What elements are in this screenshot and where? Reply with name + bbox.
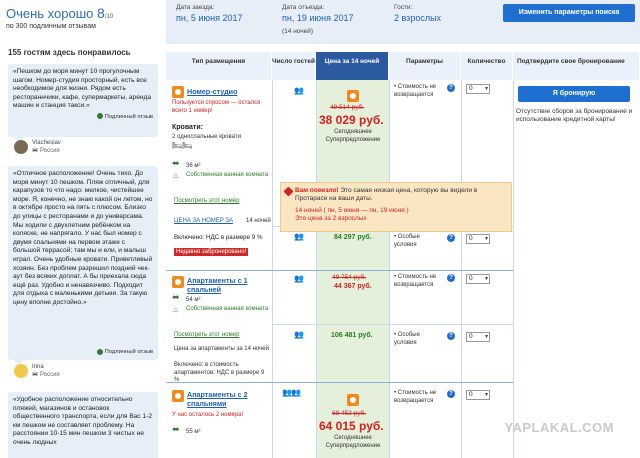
help-icon[interactable]: ? — [447, 84, 455, 92]
beds-value: 2 односпальные кровати — [172, 134, 241, 140]
russia-flag-icon — [32, 148, 38, 152]
guests-icon: 👥👥 — [282, 388, 300, 397]
verified-badge: Подлинный отзыв — [97, 348, 153, 357]
room-price: 84 297 руб. — [334, 234, 372, 241]
guests-icon: 👥 — [294, 274, 303, 283]
review-card — [8, 392, 158, 458]
guests-icon: 👥 — [294, 86, 303, 95]
checkin-value: пн, 5 июня 2017 — [176, 13, 243, 23]
tag-icon — [284, 187, 294, 197]
refund-policy: • Стоимость не возвращается — [394, 390, 437, 404]
old-price: 49 514 руб. — [330, 104, 365, 111]
header-guests: Число гостей — [272, 52, 316, 80]
review-text: «Пешком до моря минут 10 прогулочным шагом. Номер-студия просторный, есть все необходимое для жизни. Рядом есть рестораннчики, кафе, супермаркеты, аренда машин и станция такси.» — [13, 68, 152, 110]
score-title — [6, 5, 156, 21]
vat-note: Включено: в стоимость апартаментов: НДС в размере 9 % — [174, 362, 265, 383]
verified-icon — [97, 113, 103, 119]
review-text: «Отличное расположение! Очень тихо. До моря минут 10 пешком. Пляж отличный, для карапузов то что надо: мелкое, чистейшее море. Я, конечно, не знаю какой он летом, но в октябре просто на пять с плюсом. Близко до улицы с ресторанами и до универсама. Мы ходили с двухлетним ребёнком на коляске, не напрягало. У нас был номер с двумя спальнями на первом этаже с большой террасой; там мы и ели, и малыш играл. Очень удобные кровати. Приветливый хозяин. Без проблем разрешил поздний чек-аут без всяких доплат. А бы приехала сюда ещё раз. Удобно и ненавязчиво. Подходит для отдыха с маленькими детьми. За такую цену вполне достойно.» — [13, 170, 153, 306]
search-summary-bar — [166, 0, 640, 44]
room-area: 55 м² — [186, 429, 201, 435]
special-terms: • Особые условия — [394, 234, 420, 248]
old-price: 49 754 руб. — [332, 274, 367, 281]
nights-count: (14 ночей) — [282, 28, 314, 35]
score-value: 8 — [97, 5, 105, 21]
header-room-type: Тип размещения — [166, 52, 272, 80]
guests-icon: 👥 — [294, 330, 303, 339]
checkin-label: Дата заезда: — [176, 4, 215, 11]
book-button[interactable]: Я бронирую — [518, 86, 630, 102]
review-text: «Удобное расположение относительно пляжей, магазинов и остановок общественного транспорта, если для Вас 1-2 км пешком не составляет проблему. На расстоянии 10-15 мин пешком 3 чистых не очень людных — [13, 396, 153, 446]
room-name-link[interactable]: Апартаменты с 1 спальней — [187, 276, 248, 294]
change-search-button[interactable]: Изменить параметры поиска — [503, 4, 635, 22]
tooltip-guests: Это цена за 2 взрослых — [295, 214, 367, 222]
old-price: 68 452 руб. — [332, 410, 367, 417]
per-room-nights: 14 ночей — [246, 218, 271, 224]
score-block — [6, 5, 156, 30]
tooltip-dates: 14 ночей ( пн, 5 июня — пн, 19 июня ) — [295, 206, 409, 214]
verified-badge: Подлинный отзыв — [13, 113, 153, 122]
author-country: Россия — [32, 372, 60, 378]
guests-icon: 👥 — [294, 232, 303, 241]
help-icon[interactable]: ? — [447, 332, 455, 340]
deal-icon — [172, 86, 184, 98]
header-params: Параметры — [389, 52, 461, 80]
booking-note: Отсутствие сборов за бронирование и использование кредитной карты! — [516, 108, 633, 124]
per-room-link[interactable]: ЦЕНА ЗА НОМЕР ЗА — [174, 218, 234, 224]
deal-icon — [172, 390, 184, 402]
row-divider — [166, 270, 513, 271]
deal-icon — [347, 394, 359, 406]
review-card — [8, 64, 158, 137]
verified-icon — [97, 349, 103, 355]
author-name: Irina — [32, 364, 44, 370]
review-card — [8, 166, 158, 360]
tooltip-text: Вам повезло! Это самая низкая цена, которую вы видели в Протарасе на ваши даты. — [295, 187, 478, 203]
today-deal: Сегодняшнее Суперпредложение — [325, 435, 381, 449]
header-price: Цена за 14 ночей — [316, 52, 389, 80]
reviews-sidebar — [0, 0, 162, 458]
vat-note: Включено: НДС в размере 9 % — [174, 234, 263, 241]
view-room-link[interactable]: Посмотреть этот номер — [174, 332, 240, 338]
room-price: 44 367 руб. — [334, 283, 372, 290]
row-divider — [272, 324, 513, 325]
divider — [272, 80, 273, 458]
refund-policy: • Стоимость не возвращается — [394, 84, 437, 98]
score-subtitle: по 300 подлинным отзывам — [6, 23, 96, 30]
bath-feature: Собственная ванная комната — [186, 172, 269, 178]
demand-notice: Пользуется спросом — остался всего 1 номер! — [172, 100, 261, 114]
help-icon[interactable]: ? — [447, 390, 455, 398]
today-deal: Сегодняшнее Суперпредложение — [325, 129, 381, 143]
quantity-select[interactable]: 0 ▾ — [466, 390, 490, 400]
room-area: 36 м² — [186, 163, 201, 169]
room-price: 106 481 руб. — [331, 332, 373, 339]
recently-booked-badge: Недавно забронировано! — [176, 249, 247, 255]
help-icon[interactable]: ? — [447, 274, 455, 282]
guests-label: Гости: — [394, 4, 413, 11]
area-icon: ⬌ — [172, 292, 180, 302]
help-icon[interactable]: ? — [447, 234, 455, 242]
demand-notice: У нас осталось 2 номера! — [172, 412, 244, 418]
bath-feature: Собственная ванная комната — [186, 306, 269, 312]
divider — [389, 80, 390, 458]
room-name-link[interactable]: Номер-студио — [187, 87, 238, 96]
score-label: Очень хорошо — [6, 6, 94, 21]
room-price: 38 029 руб. — [319, 113, 384, 127]
quantity-select[interactable]: 0 ▾ — [466, 234, 490, 244]
quantity-select[interactable]: 0 ▾ — [466, 84, 490, 94]
checkout-value: пн, 19 июня 2017 — [282, 13, 354, 23]
avatar — [14, 140, 28, 154]
bed-icon: 🛏🛏 — [172, 141, 193, 150]
header-qty: Количество — [461, 52, 513, 80]
quantity-select[interactable]: 0 ▾ — [466, 274, 490, 284]
checkout-label: Дата отъезда: — [282, 4, 325, 11]
divider — [316, 80, 317, 458]
divider — [513, 80, 514, 458]
rooms-table — [166, 52, 640, 458]
avatar — [14, 364, 28, 378]
room-name-link[interactable]: Апартаменты с 2 спальнями — [187, 390, 248, 408]
watermark: YAPLAKAL.COM — [504, 420, 614, 435]
refund-policy: • Стоимость не возвращается — [394, 274, 437, 288]
area-icon: ⬌ — [172, 424, 180, 434]
special-terms: • Особые условия — [394, 332, 420, 346]
lowest-price-tooltip — [280, 182, 512, 232]
room-area: 54 м² — [186, 297, 201, 303]
quantity-select[interactable]: 0 ▾ — [466, 332, 490, 342]
guests-value: 2 взрослых — [394, 13, 442, 23]
price-note: Цена за апартаменты за 14 ночей — [174, 346, 269, 352]
russia-flag-icon — [32, 372, 38, 376]
bath-icon: ♨ — [172, 171, 180, 180]
deal-icon — [172, 276, 184, 288]
view-room-link[interactable]: Посмотреть этот номер — [174, 198, 240, 204]
divider — [461, 80, 462, 458]
liked-header: 155 гостям здесь понравилось — [8, 48, 131, 57]
bath-icon: ♨ — [172, 305, 180, 314]
area-icon: ⬌ — [172, 158, 180, 168]
beds-label: Кровати: — [172, 124, 203, 131]
room-price: 64 015 руб. — [319, 419, 384, 433]
score-max: /10 — [104, 14, 114, 20]
deal-icon — [347, 90, 359, 102]
author-country: Россия — [32, 148, 60, 154]
header-confirm: Подтвердите свое бронирование — [513, 52, 640, 80]
author-name: Viacheslav — [32, 140, 61, 146]
